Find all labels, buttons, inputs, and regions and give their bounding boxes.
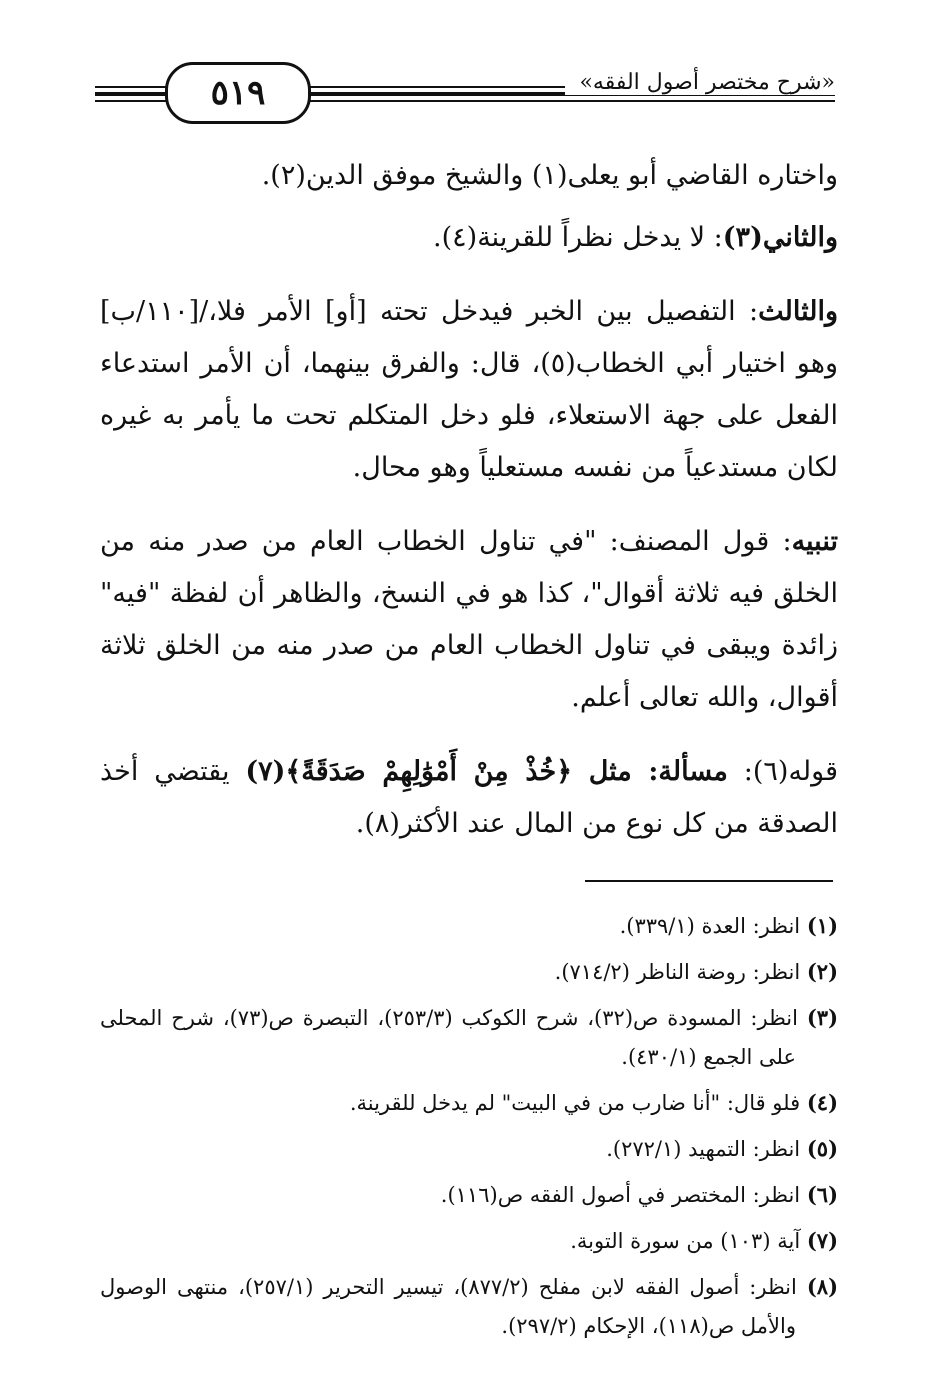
footnote bbox=[100, 998, 838, 1077]
paragraph-4-lead: تنبيه bbox=[791, 526, 838, 557]
footnote-text: فلو قال: "أنا ضارب من في البيت" لم يدخل للقرينة. bbox=[349, 1091, 801, 1115]
paragraph-2-lead: والثاني(٣) bbox=[722, 222, 838, 253]
footnote-number: (٧) bbox=[806, 1228, 838, 1253]
footnote bbox=[100, 1175, 838, 1215]
main-text bbox=[100, 150, 838, 872]
paragraph-5-lead: مسألة: مثل ﴿خُذْ مِنْ أَمْوَٰلِهِمْ صَدَقَةً﴾(٧) bbox=[245, 756, 728, 787]
footnote-text: انظر: التمهيد (٢٧٢/١). bbox=[606, 1137, 801, 1161]
paragraph-4 bbox=[100, 516, 838, 724]
footnote bbox=[100, 1083, 838, 1123]
paragraph-5-intro: قوله(٦): bbox=[727, 756, 838, 787]
footnotes bbox=[100, 900, 838, 1346]
footnote-text: انظر: أصول الفقه لابن مفلح (٨٧٧/٢)، تيسير التحرير (٢٥٧/١)، منتهى الوصول والأمل ص(١١٨)، الإحكام (٢٩٧/٢). bbox=[100, 1275, 797, 1338]
footnote-text: انظر: المختصر في أصول الفقه ص(١١٦). bbox=[440, 1183, 801, 1207]
paragraph-5 bbox=[100, 746, 838, 850]
footnote-number: (٨) bbox=[806, 1274, 838, 1299]
footnote-text: انظر: العدة (٣٣٩/١). bbox=[619, 914, 801, 938]
paragraph-2-text: : لا يدخل نظراً للقرينة(٤). bbox=[433, 222, 723, 253]
footnote-number: (٦) bbox=[806, 1182, 838, 1207]
footnote-number: (٢) bbox=[806, 959, 838, 984]
footnote-number: (٣) bbox=[806, 1005, 838, 1030]
page-number: ٥١٩ bbox=[165, 62, 311, 124]
paragraph-4-text: : قول المصنف: "في تناول الخطاب العام من صدر منه من الخلق فيه ثلاثة أقوال"، كذا هو في النسخ، والظاهر أن لفظة "فيه" زائدة ويبقى في تناول الخطاب العام من صدر منه من الخلق ثلاثة أقوال، والله تعالى أعلم. bbox=[100, 526, 838, 713]
footnote bbox=[100, 1129, 838, 1169]
footnote-text: انظر: روضة الناظر (٧١٤/٢). bbox=[554, 960, 801, 984]
footnote bbox=[100, 952, 838, 992]
footnote bbox=[100, 906, 838, 946]
footnote-number: (١) bbox=[806, 913, 838, 938]
footnote-number: (٥) bbox=[806, 1136, 838, 1161]
footnote-number: (٤) bbox=[806, 1090, 838, 1115]
footnote-text: انظر: المسودة ص(٣٢)، شرح الكوكب (٢٥٣/٣)، التبصرة ص(٧٣)، شرح المحلى على الجمع (٤٣٠/١). bbox=[100, 1006, 798, 1069]
running-title: «شرح مختصر أصول الفقه» bbox=[565, 70, 835, 95]
paragraph-3-text: : التفصيل بين الخبر فيدخل تحته [أو] الأمر فلا،/[١١٠/ب] وهو اختيار أبي الخطاب(٥)، قال: والفرق بينهما، أن الأمر استدعاء الفعل على جهة الاستعلاء، فلو دخل المتكلم تحت ما يأمر به غيره لكان مستدعياً من نفسه مستعلياً وهو محال. bbox=[100, 296, 838, 483]
footnote-separator bbox=[585, 880, 833, 882]
paragraph-5-text: يقتضي أخذ الصدقة من كل نوع من المال عند الأكثر(٨). bbox=[100, 756, 838, 839]
paragraph-3-lead: والثالث bbox=[758, 296, 838, 327]
page-header bbox=[95, 58, 835, 128]
paragraph-2 bbox=[100, 212, 838, 264]
paragraph-3 bbox=[100, 286, 838, 494]
footnote bbox=[100, 1221, 838, 1261]
footnote bbox=[100, 1267, 838, 1346]
paragraph-1: واختاره القاضي أبو يعلى(١) والشيخ موفق الدين(٢). bbox=[261, 160, 838, 191]
footnote-text: آية (١٠٣) من سورة التوبة. bbox=[570, 1229, 801, 1253]
